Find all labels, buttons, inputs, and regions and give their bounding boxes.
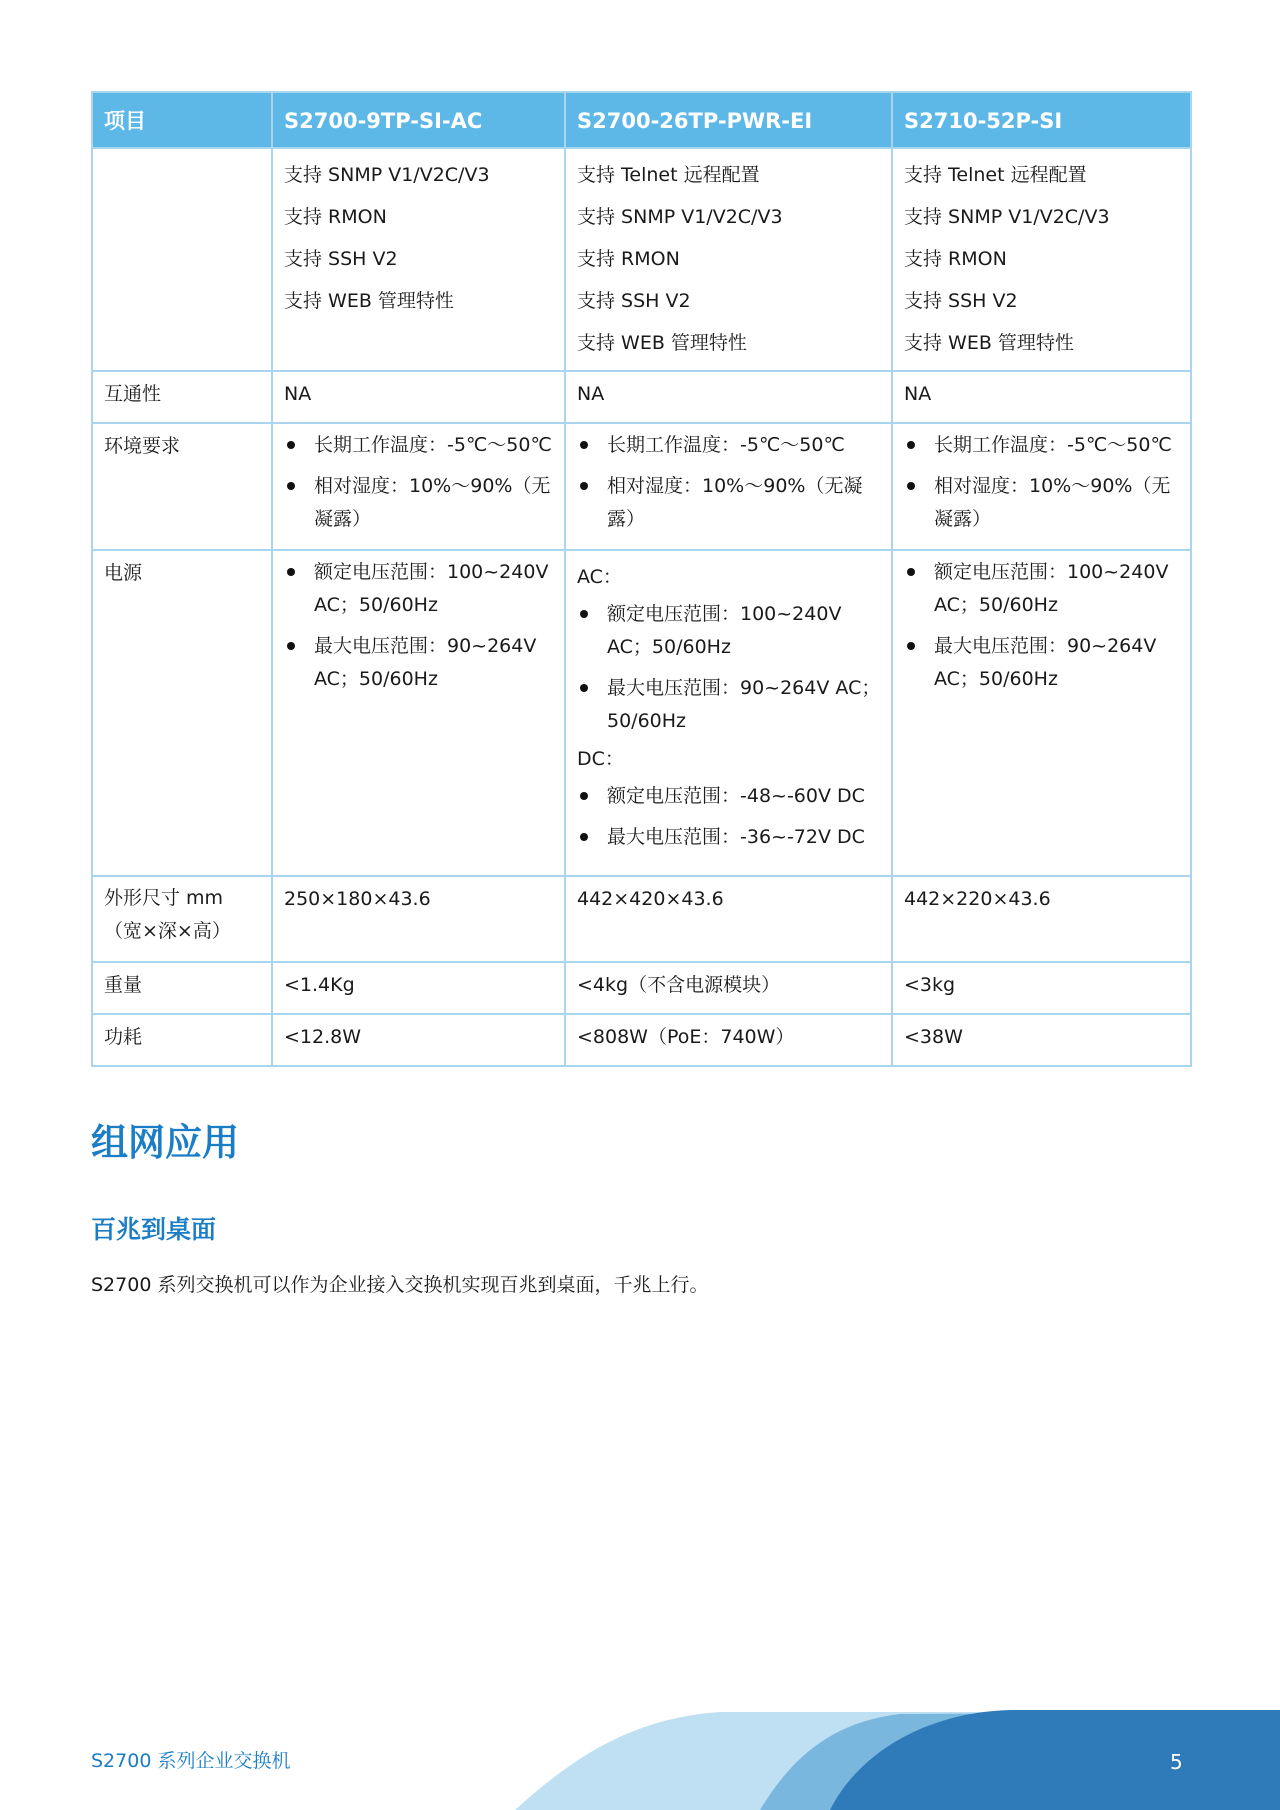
cell-management-label <box>92 148 272 371</box>
list-item: 长期工作温度：-5℃～50℃ <box>284 429 554 462</box>
mgmt-line: 支持 SNMP V1/V2C/V3 <box>284 164 490 186</box>
mgmt-line: 支持 Telnet 远程配置 <box>904 164 1087 186</box>
mgmt-line: 支持 RMON <box>284 206 387 228</box>
section-title: 组网应用 <box>91 1121 239 1164</box>
list-item: 最大电压范围：90~264V AC；50/60Hz <box>904 630 1180 696</box>
mgmt-line: 支持 WEB 管理特性 <box>284 290 454 312</box>
power-ac-label: AC： <box>577 566 622 588</box>
list-item: 额定电压范围：100~240V AC；50/60Hz <box>284 556 554 622</box>
table-header-row <box>92 92 1191 148</box>
row-weight <box>92 962 1191 1014</box>
list-item: 最大电压范围：-36~-72V DC <box>577 821 881 854</box>
list-item: 最大电压范围：90~264V AC；50/60Hz <box>284 630 554 696</box>
list-item: 额定电压范围：100~240V AC；50/60Hz <box>577 598 881 664</box>
row-power <box>92 550 1191 876</box>
cell-dimensions-col1: 250×180×43.6 <box>272 876 565 962</box>
cell-interop-col1: NA <box>272 371 565 423</box>
cell-weight-col3: <3kg <box>892 962 1191 1014</box>
cell-weight-label: 重量 <box>92 962 272 1014</box>
cell-weight-col1: <1.4Kg <box>272 962 565 1014</box>
mgmt-line: 支持 SNMP V1/V2C/V3 <box>577 206 783 228</box>
list-item: 相对湿度：10%～90%（无凝露） <box>284 470 554 536</box>
mgmt-line: 支持 SSH V2 <box>577 290 691 312</box>
list-item: 长期工作温度：-5℃～50℃ <box>577 429 881 462</box>
cell-management-col1 <box>272 148 565 371</box>
power-list <box>284 556 554 696</box>
cell-weight-col2: <4kg（不含电源模块） <box>565 962 892 1014</box>
row-power-consumption <box>92 1014 1191 1066</box>
cell-management-col2 <box>565 148 892 371</box>
mgmt-line: 支持 SSH V2 <box>904 290 1018 312</box>
header-model-1: S2700-9TP-SI-AC <box>272 92 565 148</box>
cell-consumption-col3: <38W <box>892 1014 1191 1066</box>
cell-environment-col1 <box>272 423 565 550</box>
power-list <box>904 556 1180 696</box>
row-interop <box>92 371 1191 423</box>
mgmt-line: 支持 Telnet 远程配置 <box>577 164 760 186</box>
cell-dimensions-col2: 442×420×43.6 <box>565 876 892 962</box>
cell-interop-col2: NA <box>565 371 892 423</box>
mgmt-line: 支持 SNMP V1/V2C/V3 <box>904 206 1110 228</box>
section-subtitle: 百兆到桌面 <box>91 1215 217 1244</box>
cell-management-col3 <box>892 148 1191 371</box>
cell-interop-col3: NA <box>892 371 1191 423</box>
environment-list <box>904 429 1180 536</box>
mgmt-line: 支持 RMON <box>577 248 680 270</box>
row-dimensions <box>92 876 1191 962</box>
list-item: 额定电压范围：100~240V AC；50/60Hz <box>904 556 1180 622</box>
environment-list <box>284 429 554 536</box>
mgmt-line: 支持 WEB 管理特性 <box>904 332 1074 354</box>
cell-power-col2 <box>565 550 892 876</box>
cell-dimensions-label: 外形尺寸 mm（宽×深×高） <box>92 876 272 962</box>
header-model-3: S2710-52P-SI <box>892 92 1191 148</box>
list-item: 相对湿度：10%～90%（无凝露） <box>577 470 881 536</box>
page-number: 5 <box>1170 1750 1183 1774</box>
list-item: 最大电压范围：90~264V AC；50/60Hz <box>577 672 881 738</box>
mgmt-line: 支持 WEB 管理特性 <box>577 332 747 354</box>
cell-power-col3 <box>892 550 1191 876</box>
power-ac-list <box>577 598 881 738</box>
mgmt-line: 支持 RMON <box>904 248 1007 270</box>
cell-interop-label: 互通性 <box>92 371 272 423</box>
cell-consumption-label: 功耗 <box>92 1014 272 1066</box>
row-environment <box>92 423 1191 550</box>
list-item: 相对湿度：10%～90%（无凝露） <box>904 470 1180 536</box>
cell-power-col1 <box>272 550 565 876</box>
cell-power-label: 电源 <box>92 550 272 876</box>
cell-environment-col2 <box>565 423 892 550</box>
header-item: 项目 <box>92 92 272 148</box>
spec-table <box>91 91 1192 1067</box>
row-management <box>92 148 1191 371</box>
environment-list <box>577 429 881 536</box>
footer-title: S2700 系列企业交换机 <box>91 1750 291 1772</box>
section-paragraph: S2700 系列交换机可以作为企业接入交换机实现百兆到桌面，千兆上行。 <box>91 1274 709 1296</box>
list-item: 额定电压范围：-48~-60V DC <box>577 780 881 813</box>
power-dc-label: DC： <box>577 748 624 770</box>
cell-consumption-col2: <808W（PoE：740W） <box>565 1014 892 1066</box>
cell-consumption-col1: <12.8W <box>272 1014 565 1066</box>
cell-environment-label: 环境要求 <box>92 423 272 550</box>
power-dc-list <box>577 780 881 854</box>
header-model-2: S2700-26TP-PWR-EI <box>565 92 892 148</box>
mgmt-line: 支持 SSH V2 <box>284 248 398 270</box>
list-item: 长期工作温度：-5℃～50℃ <box>904 429 1180 462</box>
cell-environment-col3 <box>892 423 1191 550</box>
cell-dimensions-col3: 442×220×43.6 <box>892 876 1191 962</box>
